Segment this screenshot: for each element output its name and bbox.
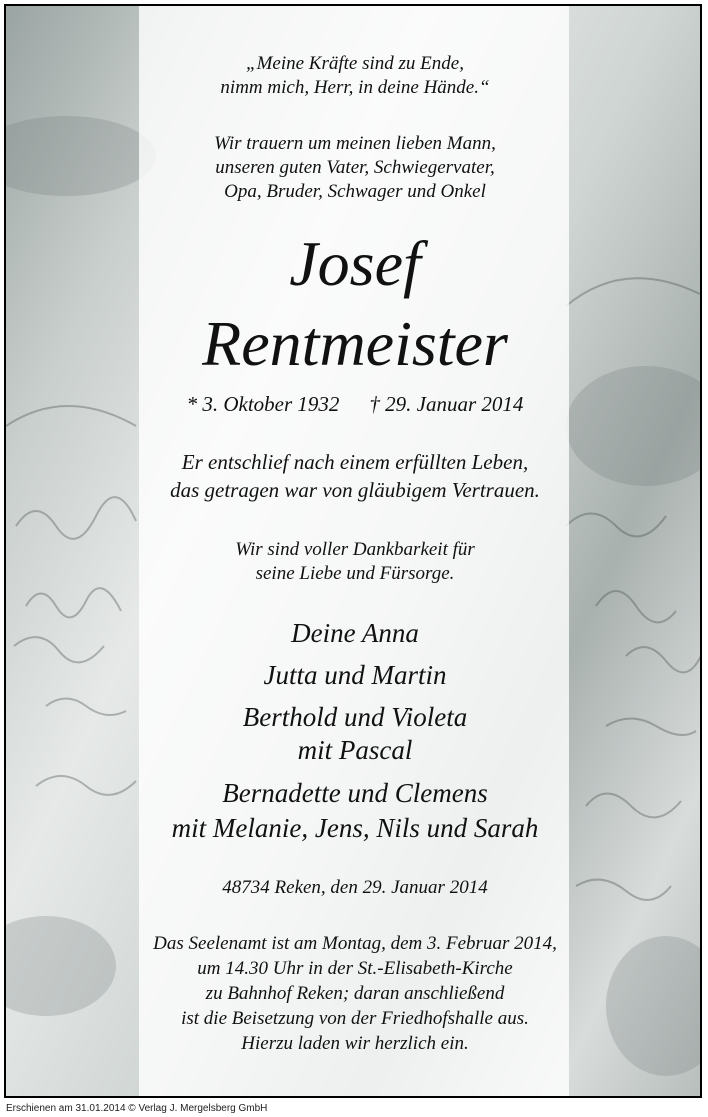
quote-line-1: „Meine Kräfte sind zu Ende, [246, 53, 464, 74]
service-line-2: um 14.30 Uhr in der St.-Elisabeth-Kirche [197, 958, 513, 979]
gratitude-line-1: Wir sind voller Dankbarkeit für [235, 539, 475, 560]
life-dates [6, 390, 702, 418]
service-line-5: Hierzu laden wir herzlich ein. [241, 1033, 469, 1054]
place-date: 48734 Reken, den 29. Januar 2014 [222, 877, 488, 898]
deceased-first-name: Josef [289, 228, 421, 299]
mourner-name: mit Pascal [297, 735, 413, 765]
mourner-name: Berthold und Violeta [242, 702, 468, 732]
death-date: † 29. Januar 2014 [369, 392, 524, 416]
birth-date: * 3. Oktober 1932 [186, 392, 340, 416]
mourner-name: Jutta und Martin [263, 660, 447, 690]
tribute-line-1: Er entschlief nach einem erfüllten Leben, [181, 450, 529, 474]
gratitude-line-2: seine Liebe und Fürsorge. [255, 563, 455, 584]
publication-footer: Erschienen am 31.01.2014 © Verlag J. Mergelsberg GmbH [6, 1103, 268, 1114]
mourner-name: Bernadette und Clemens [222, 778, 488, 808]
intro-line-2: unseren guten Vater, Schwiegervater, [215, 157, 495, 178]
obituary-text [6, 6, 702, 1098]
mourner-name: mit Melanie, Jens, Nils und Sarah [171, 813, 539, 843]
service-line-1: Das Seelenamt ist am Montag, dem 3. Februar 2014, [153, 933, 557, 954]
quote-line-2: nimm mich, Herr, in deine Hände.“ [220, 77, 490, 98]
deceased-last-name: Rentmeister [202, 308, 508, 379]
intro-line-1: Wir trauern um meinen lieben Mann, [214, 133, 496, 154]
service-line-4: ist die Beisetzung von der Friedhofshalle aus. [181, 1008, 529, 1029]
mourner-name: Deine Anna [291, 618, 419, 648]
tribute-line-2: das getragen war von gläubigem Vertrauen. [170, 478, 540, 502]
intro-line-3: Opa, Bruder, Schwager und Onkel [224, 181, 486, 202]
obituary-card [4, 4, 702, 1098]
service-line-3: zu Bahnhof Reken; daran anschließend [205, 983, 505, 1004]
